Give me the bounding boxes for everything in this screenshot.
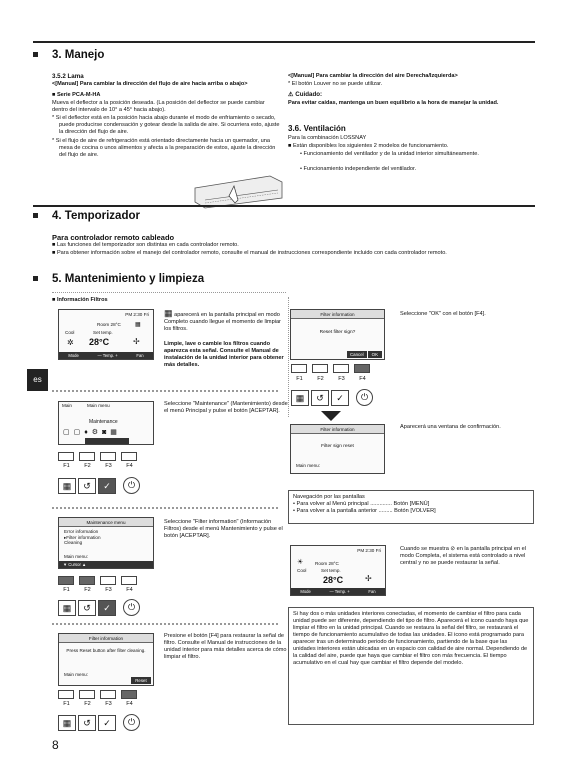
lama-sub: <[Manual] Para cambiar la dirección del flujo de aire hacia arriba o abajo> (52, 81, 248, 87)
f4-label: F4 (126, 587, 133, 593)
maint-mainmenu: Main menu: (64, 554, 89, 559)
back-button[interactable]: ↺ (78, 478, 96, 494)
section-rule (33, 205, 535, 207)
vent-item1-text: Funcionamiento del ventilador y de la unidad interior simultáneamente. (303, 151, 479, 157)
vent-p: Para la combinación LOSSNAY (288, 135, 367, 141)
maint-list (64, 529, 101, 546)
ok-button[interactable]: ✓ (98, 478, 116, 494)
set-temp-value: 28°C (323, 575, 344, 585)
foot-mode: Mode (300, 589, 311, 594)
power-button[interactable]: ⏻ (123, 714, 140, 731)
step4-text: Presione el botón [F4] para restaurar la señal de filtro. Consulte el Manual de instrucciones de la unidad interior para más detalles acerca de cómo limpiar el filtro. (164, 633, 287, 660)
ok-button[interactable]: ✓ (98, 600, 116, 616)
maintenance-screen (58, 517, 154, 569)
note-box (288, 607, 534, 725)
f2-key[interactable] (312, 364, 328, 373)
signq-softkeys (347, 351, 382, 358)
caution-title (288, 91, 322, 99)
step3-text: Seleccione "Filter information" (Información Filtros) desde el menú Mantenimiento y pulse el botón [ACEPTAR]. (164, 519, 283, 539)
divider (52, 292, 286, 293)
signr-title: Filter information (291, 425, 384, 434)
signq-msg: Reset filter sign? (319, 330, 356, 335)
fkeys (58, 690, 137, 699)
menu-icons: ▢▢♦⚙◙▦ (63, 429, 121, 436)
signq-title: Filter information (291, 310, 384, 319)
f1-label: F1 (63, 587, 70, 593)
controls (291, 389, 373, 406)
language-tab: es (27, 369, 48, 391)
menu-button[interactable]: ▦ (58, 600, 76, 616)
menu-button[interactable]: ▦ (291, 390, 309, 406)
f4-label: F4 (126, 463, 133, 469)
nav-line1: • Para volver al Menú principal .............. Botón [MENÚ] (293, 501, 430, 507)
central-control-icon: ⊘ (450, 546, 456, 552)
power-button[interactable]: ⏻ (123, 599, 140, 616)
timer-b2: ■ Para obtener información sobre el manejo del controlador remoto, consulte el manual de instrucciones correspondiente incluido con cada controlador remoto. (52, 250, 447, 256)
right2-text: Aparecerá una ventana de confirmación. (400, 424, 501, 430)
serie-label: ■ Serie PCA-M-HA (52, 92, 101, 98)
cancel-softkey: Cancel (347, 351, 367, 358)
reset-softkey: Reset (131, 677, 151, 684)
foot-fan: Fan (368, 589, 376, 594)
f4-label: F4 (126, 701, 133, 707)
menu-scrollbar (85, 438, 129, 444)
f2-label: F2 (317, 376, 324, 382)
filter-icon: ▦ (135, 322, 141, 328)
fkeys (291, 364, 370, 373)
f2-key[interactable] (79, 576, 95, 585)
lcd-footer (291, 588, 385, 595)
serie-text: Serie PCA-M-HA (56, 92, 101, 98)
maint-l1: Error information (64, 529, 99, 534)
divider (288, 297, 289, 417)
timer-b2-text: Para obtener información sobre el manejo del controlador remoto, consulte el manual de instrucciones correspondiente incluido con cada controlador remoto. (56, 250, 447, 256)
f2-label: F2 (84, 587, 91, 593)
f2-label: F2 (84, 701, 91, 707)
f2-key[interactable] (79, 452, 95, 461)
right1-text: Seleccione "OK" con el botón [F4]. (400, 311, 486, 317)
sun-icon: ☀ (297, 559, 304, 566)
warning-icon: ⚠ (288, 91, 294, 98)
nav-line2: • Para volver a la pantalla anterior ......... Botón [VOLVER] (293, 508, 436, 514)
f1-label: F1 (63, 701, 70, 707)
section-marker (33, 213, 38, 218)
f1-label: F1 (296, 376, 303, 382)
caution-text: Para evitar caídas, mantenga un buen equilibrio a la hora de manejar la unidad. (288, 100, 499, 106)
central-screen (290, 545, 386, 596)
f1-key[interactable] (58, 452, 74, 461)
power-button[interactable]: ⏻ (123, 477, 140, 494)
signr-msg: Filter sign reset (321, 444, 354, 449)
foot-mode: Mode (68, 353, 79, 358)
section-rule (33, 41, 535, 43)
section-title-temporizador: 4. Temporizador (52, 210, 140, 222)
vent-bullet-text: Están disponibles los siguientes 2 modelos de funcionamiento. (292, 143, 449, 149)
back-button[interactable]: ↺ (78, 600, 96, 616)
f4-key[interactable] (121, 576, 137, 585)
main-screen (58, 309, 154, 360)
f1-key[interactable] (291, 364, 307, 373)
caution-title-text: Cuidado: (295, 91, 323, 98)
step2-text: Seleccione "Maintenance" (Mantenimiento) desde el menú Principal y pulse el botón [ACEPTAR]. (164, 401, 288, 414)
power-button[interactable]: ⏻ (356, 389, 373, 406)
fkeys (58, 452, 137, 461)
maint-l3: Cleaning (64, 540, 83, 546)
f3-label: F3 (105, 701, 112, 707)
f3-key[interactable] (100, 576, 116, 585)
snowflake-icon: ✲ (67, 338, 74, 347)
lr-note: * El botón Louver no se puede utilizar. (288, 81, 383, 87)
f4-label: F4 (359, 376, 366, 382)
vent-item2-text: Funcionamiento independiente del ventilador. (303, 166, 417, 172)
f4-key[interactable] (121, 452, 137, 461)
back-button[interactable]: ↺ (311, 390, 329, 406)
filter-msg: Press Reset button after filter cleaning. (66, 648, 146, 653)
filter-title: Filter information (59, 634, 153, 643)
section-title-mantenimiento: 5. Mantenimiento y limpieza (52, 273, 205, 285)
mode-cool: Cool (297, 568, 307, 573)
vent-item2: • Funcionamiento independiente del ventilador. (300, 166, 417, 172)
set-temp-value: 28°C (89, 337, 110, 347)
clock-text: PM 2:30 Fri (125, 312, 149, 317)
menu-item: Maintenance (89, 419, 118, 425)
fkey-labels (56, 587, 140, 593)
lama-note1-text: Si el deflector está en la posición hacia abajo durante el modo de enfriamiento o secado, puede producirse condensación y gotear desde la salida de aire. Si ocurriera esto, ajuste la dirección del flujo de aire. (55, 115, 280, 135)
f3-label: F3 (105, 587, 112, 593)
f1-key[interactable] (58, 576, 74, 585)
step1-text (164, 310, 288, 333)
step1-text-a: aparecerá en la pantalla principal en modo Completo cuando llegue el momento de limpiar los filtros. (164, 312, 281, 332)
foot-temp: — Temp. + (97, 353, 118, 358)
right3-text (400, 546, 532, 567)
divider (52, 623, 278, 625)
timer-b1-text: Las funciones del temporizador son distintas en cada controlador remoto. (56, 242, 239, 248)
timer-b1: ■ Las funciones del temporizador son distintas en cada controlador remoto. (52, 242, 239, 248)
vent-heading: 3.6. Ventilación (288, 124, 346, 133)
ok-button[interactable]: ✓ (331, 390, 349, 406)
section-marker (33, 52, 38, 57)
maint-footer: ▼ Cursor ▲ (59, 561, 153, 568)
f2-key[interactable] (79, 690, 95, 699)
menu-left: Main (62, 403, 72, 408)
down-arrow-icon (321, 411, 341, 421)
vent-bullet: ■ Están disponibles los siguientes 2 modelos de funcionamiento. (288, 143, 449, 149)
controls (58, 714, 140, 731)
lcd-footer (59, 352, 153, 359)
divider (52, 507, 278, 509)
f3-label: F3 (338, 376, 345, 382)
f4-key[interactable] (354, 364, 370, 373)
info-filtros-text: Información Filtros (56, 297, 108, 303)
fan-icon: ✢ (365, 574, 372, 583)
f3-key[interactable] (100, 690, 116, 699)
filter-icon: ▦ (164, 308, 173, 318)
filter-mainmenu: Main menu: (64, 672, 89, 677)
menu-button[interactable]: ▦ (58, 715, 76, 731)
timer-heading: Para controlador remoto cableado (52, 233, 175, 242)
maint-l2: ▸Filter information (64, 534, 101, 540)
f3-label: F3 (105, 463, 112, 469)
nav-box (288, 490, 534, 524)
page-number: 8 (52, 738, 59, 752)
lama-heading: 3.5.2 Lama (52, 73, 84, 80)
fkeys (58, 576, 137, 585)
f1-label: F1 (63, 463, 70, 469)
lr-sub: <[Manual] Para cambiar la dirección del aire Derecha/Izquierda> (288, 73, 458, 79)
set-temp-label: Set temp. (321, 568, 341, 573)
lama-note2: * Si el flujo de aire de refrigeración está orientado directamente hacia un quemador, una mesa de cocina o unos alimentos y afecta a la preparación de estos, ajuste la dirección del flujo de aire. (52, 138, 276, 158)
maint-title: Maintenance menu (59, 518, 153, 527)
f3-key[interactable] (100, 452, 116, 461)
room-temp: Room 28°C (97, 322, 121, 327)
fkey-labels (56, 463, 140, 469)
filter-info-screen (58, 633, 154, 686)
back-button[interactable]: ↺ (78, 715, 96, 731)
vent-item1: • Funcionamiento del ventilador y de la unidad interior simultáneamente. (300, 151, 479, 157)
f2-label: F2 (84, 463, 91, 469)
controls (58, 599, 140, 616)
lama-p1: Mueva el deflector a la posición deseada. (La posición del deflector se puede cambiar dentro del intervalo de 10° a 45° hacia abajo). (52, 100, 265, 113)
ok-button[interactable]: ✓ (98, 715, 116, 731)
f4-key[interactable] (121, 690, 137, 699)
reset-done-screen (290, 424, 385, 474)
f3-key[interactable] (333, 364, 349, 373)
info-filtros: ■ Información Filtros (52, 297, 108, 303)
nav-heading: Navegación por las pantallas (293, 494, 365, 500)
menu-button[interactable]: ▦ (58, 478, 76, 494)
step1-bold: Limpie, lave o cambie los filtros cuando aparezca esta señal. Consulte el Manual de instalación de la unidad interior para obtener más detalles. (164, 341, 284, 368)
foot-fan: Fan (136, 353, 144, 358)
main-menu-screen (58, 401, 154, 445)
lama-note2-text: Si el flujo de aire de refrigeración está orientado directamente hacia un quemador, una mesa de cocina o unos alimentos y afecta a la preparación de estos, ajuste la dirección del flujo de aire. (55, 138, 276, 158)
lr-note-text: El botón Louver no se puede utilizar. (291, 81, 383, 87)
section-marker (33, 276, 38, 281)
foot-temp: — Temp. + (329, 589, 350, 594)
signr-mainmenu: Main menu: (296, 463, 321, 468)
reset-question-screen (290, 309, 385, 360)
menu-title: Main menu (87, 403, 110, 408)
clock-text: PM 2:30 Fri (357, 548, 381, 553)
fan-icon: ✢ (133, 337, 140, 346)
f1-key[interactable] (58, 690, 74, 699)
ok-softkey: OK (368, 351, 382, 358)
fkey-labels (56, 701, 140, 707)
lama-note1: * Si el deflector está en la posición hacia abajo durante el modo de enfriamiento o secado, puede producirse condensación y gotear desde la salida de aire. Si ocurriera esto, ajuste la dirección del flujo de aire. (52, 115, 280, 135)
note-box-text: Si hay dos o más unidades interiores conectadas, el momento de cambiar el filtro para cada unidad puede ser diferente, dependiendo del tipo de filtro. Aparecerá el icono cuando haya que limpiar el filtro en la unidad principal. Cuando se restaura la señal del filtro, se restaurará el tiempo de funcionamiento acumulativo de todas las unidades. El icono está programado para aparecer tras un determinado periodo de funcionamiento, partiendo de la base que las unidades interiores están ubicadas en un espacio con calidad de aire normal. Dependiendo de la calidad del aire, puede que haya que cambiar el filtro con más frecuencia. El tiempo acumulativo en el cual hay que cambiar el filtro depende del modelo. (293, 611, 529, 666)
mode-cool: Cool (65, 330, 75, 335)
fkey-labels (289, 376, 373, 382)
right3-a: Cuando se muestra (400, 546, 449, 552)
section-title-manejo: 3. Manejo (52, 49, 105, 61)
room-temp: Room 28°C (315, 561, 339, 566)
controls (58, 477, 140, 494)
right3-b: en la pantalla principal en el modo Completa, el sistema está controlado a nivel central y no se puede restaurar la señal. (400, 546, 526, 566)
divider (52, 390, 278, 392)
set-temp-label: Set temp. (93, 330, 113, 335)
